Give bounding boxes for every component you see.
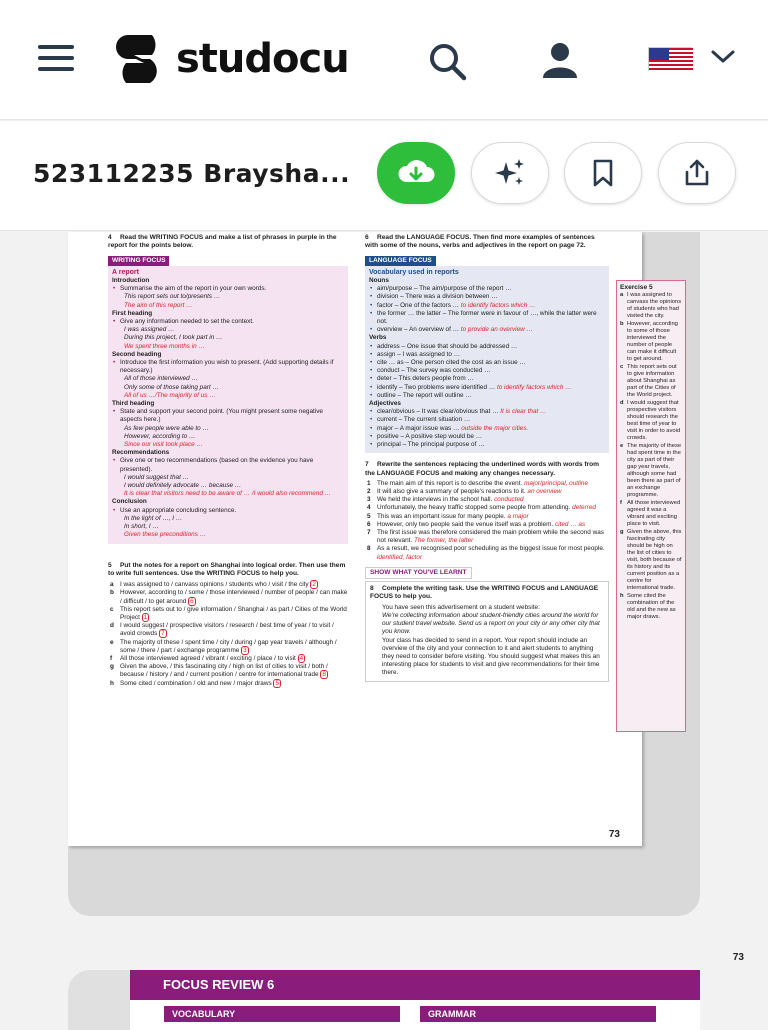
question-7-text: The first issue was therefore considered the main problem while the second was not relevant. [377,529,604,545]
question-5-item [108,581,348,589]
question-7-text: It will also give a summary of people's reactions to it. [377,488,528,496]
language-focus-example: deter – This deters people from … [377,375,474,383]
writing-focus-answer: We spent three months in … [124,342,205,350]
language-focus-example: address – One issue that should be addressed … [377,342,518,350]
focus-review-banner: FOCUS REVIEW 6 [130,970,700,1000]
writing-focus-bullet: • State and support your second point. (You might present some negative aspects here.) [112,408,344,424]
writing-focus-bullet: • Introduce the first information you wish to present. (Add supporting details if necessary.) [112,359,344,375]
document-title-bar [0,121,768,231]
question-5-letter: e [110,638,114,646]
writing-focus-section-title: Third heading [112,400,155,408]
question-5-item [108,655,348,663]
question-7-answer: The former, the latter [413,537,474,545]
writing-focus-bullet: • Give any information needed to set the context. [112,318,344,326]
language-focus-item [369,302,605,310]
exercise-5-text: This report sets out to give information about Shanghai as part of the Cities of the World project. [627,364,677,398]
question-5-letter: b [110,589,114,597]
question-8-body: Your class has decided to send in a report. Your report should include an overview of the city and your connection to it and alert students to anything they need to consider before visiting. You should suggest what makes this an interesting place for students to visit and give recommendations for their time there. [382,636,600,677]
question-7-number: 8 [367,545,371,553]
exercise-5-letter: a [620,292,624,298]
question-7-item [365,488,609,496]
writing-focus-heading: A report [112,268,139,276]
top-navigation-bar [0,0,768,120]
exercise-5-text: The majority of these had spent time in the city as part of their gap year travels, although some had been there as part of an exchange programme. [627,443,682,498]
language-focus-example: conduct – The survey was conducted … [377,367,491,375]
language-focus-example: identify – Two problems were identified … [377,383,497,391]
question-8-ad: We're collecting information about student-friendly cities around the world for our student travel website. Send us a report on your city or any other city that you know. [382,611,600,636]
exercise-5-answer [620,321,682,363]
question-5-text: Some cited / combination / old and new / major draws [120,679,274,687]
question-5-letter: h [110,679,114,687]
writing-focus-phrase: This report sets out to/presents … [124,293,221,301]
language-focus-item [369,285,605,293]
next-page-preview[interactable] [68,970,700,1030]
writing-focus-answer: Since our visit took place … [124,441,203,449]
question-8-intro: You have seen this advertisement on a student website: [382,603,540,611]
document-title: 523112235 Braysha... [33,159,351,188]
user-icon[interactable] [538,38,582,87]
question-7-item [365,504,609,512]
page-number: 73 [608,829,620,840]
writing-focus-section-title: First heading [112,309,153,317]
exercise-5-text: Some cited the combination of the old and the new as major draws. [627,593,676,620]
studocu-logo-mark [108,33,170,85]
writing-focus-phrase: As few people were able to … [124,424,209,432]
language-focus-group-title: Adjectives [369,400,401,408]
exercise-5-letter: d [620,400,624,406]
question-7-number: 1 [367,479,371,487]
writing-focus-answer: All of us …/The majority of us … [124,391,216,399]
question-5-letter: d [110,622,114,630]
document-viewer[interactable] [68,232,700,916]
question-7-text: We held the interviews in the school hall. [377,496,495,504]
share-button[interactable] [658,142,736,204]
question-7-answer: major/principal, outline [524,479,589,487]
language-focus-group-title: Nouns [369,277,389,284]
question-7-item [365,529,609,545]
question-7-text: However, only two people said the venue itself was a problem. [377,520,555,528]
question-7-answer: identified, factor [377,553,423,561]
language-focus-item [369,326,605,334]
writing-focus-section-title: Second heading [112,350,162,358]
language-focus-example: overview – An overview of … [377,326,461,334]
language-focus-box [365,266,609,453]
language-focus-example: clear/obvious – It was clear/obvious that … [377,408,501,416]
writing-focus-bullet: • Summarise the aim of the report in your own words. [112,285,344,293]
writing-focus-phrase: I would definitely advocate … because … [124,482,242,490]
question-6: 6 Read the LANGUAGE FOCUS. Then find more examples of sentences with some of the nouns, verbs and adjectives in the report on page 72. [365,234,595,250]
exercise-5-text: I was assigned to canvass the opinions of students who had visited the city. [627,292,682,319]
language-focus-example: assign – I was assigned to … [377,350,461,358]
language-focus-example: cite … as – One person cited the cost as an issue … [377,359,526,367]
exercise-5-letter: e [620,443,624,449]
writing-focus-box [108,266,348,544]
writing-focus-bullet: • Give one or two recommendations (based on the evidence you have presented). [112,457,344,473]
writing-focus-phrase: I was assigned … [124,326,175,334]
language-focus-item [369,392,605,400]
language-focus-item [369,343,605,351]
exercise-5-answers [616,280,686,732]
question-7-number: 2 [367,488,371,496]
writing-focus-section-title: Introduction [112,277,150,284]
language-focus-answer: to identify factors which … [496,383,572,391]
show-what-you-learnt-tag: SHOW WHAT YOU'VE LEARNT [365,567,472,579]
exercise-5-text: I would suggest that prospective visitors should research the best time of year to visit in order to avoid crowds. [627,400,681,441]
question-7-number: 7 [367,529,371,537]
question-7-number: 4 [367,504,371,512]
language-focus-example: the former … the latter – The former were in favour of …, while the latter were not. [377,309,597,326]
question-7-answer: an overview [527,488,562,496]
chevron-down-icon[interactable] [710,48,736,71]
question-7-text: As a result, we recognised poor scheduling as the biggest issue for most people. [377,545,605,553]
download-icon [396,156,436,190]
question-8-box [365,581,609,681]
question-5-text: Given the above, / this fascinating city / high on list of cities to visit / both / because / history / and / current position / centre for international trade [120,663,328,679]
writing-focus-phrase: In the light of …, I … [124,514,183,522]
writing-focus-tag: WRITING FOCUS [108,256,169,266]
writing-focus-answer: It is clear that visitors need to be aware of … /I would also recommend … [124,490,332,498]
language-focus-item [369,367,605,375]
writing-focus-phrase: During this project, I took part in … [124,334,223,342]
grammar-tab: GRAMMAR [420,1006,656,1022]
question-5-order: 1 [143,613,148,621]
writing-focus-answer: Given these preconditions … [124,531,207,539]
language-focus-answer: It is clear that … [500,408,547,416]
question-7-answer: cited … as [554,520,586,528]
exercise-5-answer [620,364,682,399]
question-5-letter: c [110,605,114,613]
language-focus-item [369,384,605,392]
language-focus-example: factor – One of the factors … [377,301,461,309]
question-5-item [108,680,348,688]
vocabulary-tab: VOCABULARY [164,1006,400,1022]
question-7-item [365,545,609,561]
language-focus-example: principal – The principal purpose of … [377,441,485,449]
question-5-order: 4 [299,654,304,662]
question-5-item [108,589,348,605]
language-focus-example: outline – The report will outline … [377,391,472,399]
download-button[interactable] [377,142,455,204]
question-5-item [108,606,348,622]
question-7-answer: a major [507,512,529,520]
viewer-page-number: 73 [732,952,744,963]
bookmark-button[interactable] [564,142,642,204]
question-7-item [365,513,609,521]
question-7-number: 6 [367,520,371,528]
question-5-order: 8 [322,671,326,679]
question-5-text: However, according to / some / those interviewed / number of people / can make / difficult / to get around [120,589,348,605]
language-focus-item [369,359,605,367]
language-focus-heading: Vocabulary used in reports [369,268,459,276]
language-focus-example: current – The current situation … [377,416,471,424]
ai-assistant-button[interactable] [471,142,549,204]
question-7-number: 5 [367,512,371,520]
exercise-5-text: However, according to some of those interviewed the number of people can make it difficult to get around. [627,321,678,362]
logo-text: studocu [176,36,349,82]
exercise-5-letter: f [620,500,622,506]
writing-focus-section-title: Conclusion [112,498,147,506]
exercise-5-answer [620,500,682,528]
exercise-5-letter: g [620,529,624,535]
question-5-text: I would suggest / prospective visitors / research / best time of year / to visit / avoid crowds [120,622,334,638]
question-5-order: 3 [243,646,247,654]
language-focus-item [369,310,605,326]
writing-focus-phrase: I would suggest that … [124,473,190,481]
language-focus-item [369,441,605,449]
question-7-answer: deterred [572,504,596,512]
language-focus-answer: to provide an overview … [460,326,533,334]
question-5-text: All those interviewed agreed / vibrant / exciting / place / to visit [120,654,298,662]
studocu-logo[interactable] [108,33,349,85]
question-8: 8 Complete the writing task. Use the WRITING FOCUS and LANGUAGE FOCUS to help you. [370,585,599,601]
question-7-text: Unfortunately, the heavy traffic stopped some people from attending. [377,504,573,512]
language-focus-answer: outside the major cities. [461,424,529,432]
left-column [108,234,348,688]
question-5-text: This report sets out to / give information / Shanghai / as part / Cities of the World Project [120,605,347,621]
question-5-order: 5 [275,679,280,687]
exercise-5-answer [620,593,682,621]
question-7: 7 Rewrite the sentences replacing the underlined words with words from the LANGUAGE FOCUS and making any changes necessary. [365,461,600,477]
exercise-5-letter: b [620,321,624,327]
question-5-text: The majority of these / spent time / city / during / gap year travels / although / some / there / part / exchange programme [120,638,337,654]
language-focus-example: aim/purpose – The aim/purpose of the report … [377,285,512,293]
exercise-5-answer [620,443,682,499]
writing-focus-answer: The aim of this report … [124,301,193,309]
question-7-item [365,496,609,504]
question-5-letter: g [110,663,114,671]
question-5-order: 7 [161,630,165,638]
exercise-5-text: All those interviewed agreed it was a vibrant and exciting place to visit. [627,500,681,527]
question-7-answer: conducted [494,496,524,504]
exercise-5-answer [620,292,682,320]
question-5-letter: a [110,581,114,589]
question-7-list [365,480,609,562]
question-5-item [108,622,348,638]
document-page [68,232,682,846]
language-focus-answer: to identify factors which … [460,301,536,309]
question-7-item [365,521,609,529]
writing-focus-phrase: All of those interviewed … [124,375,198,383]
question-5-item [108,663,348,679]
language-focus-item [369,351,605,359]
language-focus-item [369,375,605,383]
exercise-5-text: Given the above, this fascinating city should be high on the list of cities to visit, both because of its history and its current position as a centre for international trade. [627,529,682,591]
language-focus-item [369,425,605,433]
question-7-text: The main aim of this report is to describe the event. [377,479,525,487]
share-icon [681,157,713,189]
writing-focus-phrase: In short, I … [124,523,159,531]
us-flag-icon[interactable] [648,47,692,71]
question-5: 5 Put the notes for a report on Shanghai into logical order. Then use them to write full sentences. Use the WRITING FOCUS to help you. [108,561,346,577]
writing-focus-bullet: • Use an appropriate concluding sentence. [112,507,344,515]
exercise-5-letter: c [620,364,624,370]
language-focus-item [369,433,605,441]
bookmark-icon [588,157,618,189]
question-5-order: 2 [312,581,316,589]
middle-column [365,234,609,682]
language-focus-group-title: Verbs [369,334,387,342]
question-5-letter: f [110,654,113,662]
language-focus-example: major – A major issue was … [377,424,462,432]
search-icon[interactable] [426,40,470,89]
language-focus-item [369,293,605,301]
language-focus-example: division – There was a division between … [377,293,498,301]
question-4: 4 Read the WRITING FOCUS and make a list of phrases in purple in the report for the points below. [108,234,337,250]
language-focus-tag: LANGUAGE FOCUS [365,256,436,266]
question-5-item [108,639,348,655]
question-5-text: I was assigned to / canvass opinions / students who / visit / the city [120,581,311,589]
question-5-order: 6 [190,597,194,605]
exercise-5-answer [620,529,682,592]
ai-sparkle-icon [493,156,527,190]
writing-focus-section-title: Recommendations [112,449,170,457]
question-7-number: 3 [367,496,371,504]
writing-focus-phrase: Only some of those taking part … [124,383,219,391]
language-focus-example: positive – A positive step would be … [377,432,483,440]
writing-focus-phrase: However, according to … [124,432,196,440]
language-focus-item [369,416,605,424]
language-focus-item [369,408,605,416]
question-7-text: This was an important issue for many people. [377,512,508,520]
exercise-5-title: Exercise 5 [620,284,653,291]
exercise-5-letter: h [620,593,624,599]
question-7-item [365,480,609,488]
menu-icon[interactable] [38,45,74,73]
exercise-5-answer [620,400,682,442]
question-5-list [108,581,348,688]
